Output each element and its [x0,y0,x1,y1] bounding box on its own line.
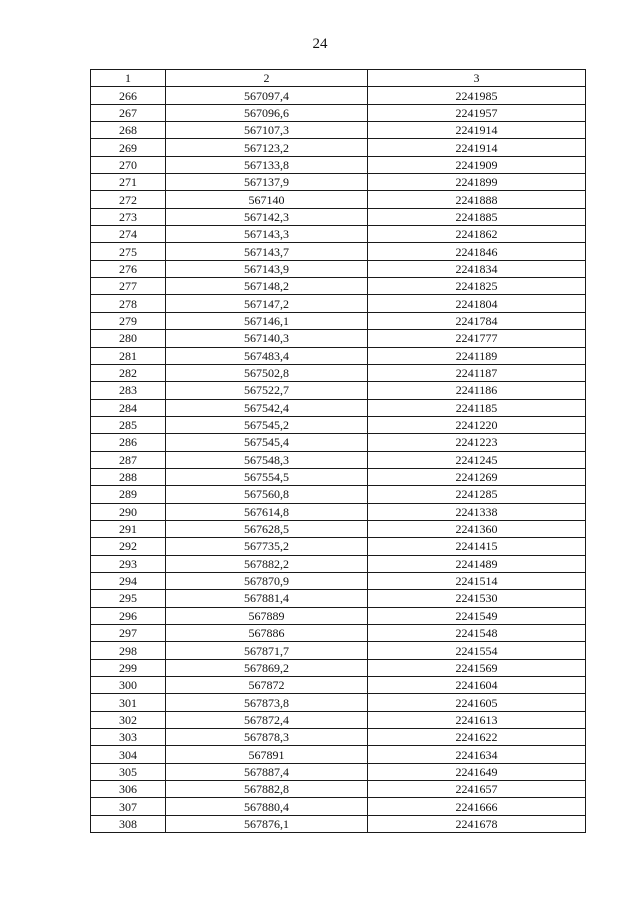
y-coordinate-cell: 2241649 [368,763,586,780]
point-number-cell: 299 [91,659,166,676]
point-number-cell: 274 [91,226,166,243]
point-number-cell: 271 [91,174,166,191]
y-coordinate-cell: 2241554 [368,642,586,659]
table-row [91,642,586,659]
point-number-cell: 308 [91,815,166,832]
x-coordinate-cell: 567886 [166,625,368,642]
y-coordinate-cell: 2241666 [368,798,586,815]
point-number-cell: 291 [91,520,166,537]
table-row [91,538,586,555]
y-coordinate-cell: 2241899 [368,174,586,191]
x-coordinate-cell: 567873,8 [166,694,368,711]
y-coordinate-cell: 2241657 [368,781,586,798]
table-row [91,746,586,763]
table-header-row [91,70,586,87]
point-number-cell: 294 [91,572,166,589]
y-coordinate-cell: 2241678 [368,815,586,832]
y-coordinate-cell: 2241622 [368,729,586,746]
point-number-cell: 303 [91,729,166,746]
point-number-cell: 307 [91,798,166,815]
y-coordinate-cell: 2241489 [368,555,586,572]
y-coordinate-cell: 2241220 [368,416,586,433]
x-coordinate-cell: 567614,8 [166,503,368,520]
point-number-cell: 284 [91,399,166,416]
point-number-cell: 272 [91,191,166,208]
y-coordinate-cell: 2241825 [368,278,586,295]
y-coordinate-cell: 2241605 [368,694,586,711]
coordinates-table [90,69,586,833]
y-coordinate-cell: 2241338 [368,503,586,520]
point-number-cell: 285 [91,416,166,433]
x-coordinate-cell: 567133,8 [166,156,368,173]
y-coordinate-cell: 2241777 [368,330,586,347]
x-coordinate-cell: 567142,3 [166,208,368,225]
x-coordinate-cell: 567560,8 [166,486,368,503]
table-row [91,260,586,277]
table-header [91,70,586,87]
point-number-cell: 286 [91,434,166,451]
table-row [91,416,586,433]
table-body [91,87,586,833]
x-coordinate-cell: 567107,3 [166,122,368,139]
x-coordinate-cell: 567882,2 [166,555,368,572]
table-row [91,486,586,503]
x-coordinate-cell: 567869,2 [166,659,368,676]
y-coordinate-cell: 2241269 [368,468,586,485]
table-row [91,607,586,624]
point-number-cell: 300 [91,677,166,694]
x-coordinate-cell: 567872,4 [166,711,368,728]
point-number-cell: 301 [91,694,166,711]
point-number-cell: 270 [91,156,166,173]
table-row [91,312,586,329]
y-coordinate-cell: 2241846 [368,243,586,260]
x-coordinate-cell: 567871,7 [166,642,368,659]
point-number-cell: 273 [91,208,166,225]
x-coordinate-cell: 567882,8 [166,781,368,798]
y-coordinate-cell: 2241604 [368,677,586,694]
y-coordinate-cell: 2241784 [368,312,586,329]
table-row [91,243,586,260]
table-row [91,208,586,225]
column-header-2: 2 [166,70,368,87]
point-number-cell: 277 [91,278,166,295]
point-number-cell: 282 [91,364,166,381]
y-coordinate-cell: 2241569 [368,659,586,676]
y-coordinate-cell: 2241613 [368,711,586,728]
x-coordinate-cell: 567542,4 [166,399,368,416]
table-row [91,694,586,711]
table-row [91,659,586,676]
table-row [91,139,586,156]
point-number-cell: 293 [91,555,166,572]
y-coordinate-cell: 2241888 [368,191,586,208]
x-coordinate-cell: 567096,6 [166,104,368,121]
y-coordinate-cell: 2241862 [368,226,586,243]
x-coordinate-cell: 567881,4 [166,590,368,607]
point-number-cell: 290 [91,503,166,520]
y-coordinate-cell: 2241530 [368,590,586,607]
table-row [91,763,586,780]
x-coordinate-cell: 567545,2 [166,416,368,433]
x-coordinate-cell: 567148,2 [166,278,368,295]
table-row [91,364,586,381]
x-coordinate-cell: 567878,3 [166,729,368,746]
y-coordinate-cell: 2241189 [368,347,586,364]
y-coordinate-cell: 2241914 [368,122,586,139]
x-coordinate-cell: 567880,4 [166,798,368,815]
table-row [91,174,586,191]
x-coordinate-cell: 567123,2 [166,139,368,156]
table-row [91,520,586,537]
point-number-cell: 289 [91,486,166,503]
x-coordinate-cell: 567735,2 [166,538,368,555]
table-row [91,104,586,121]
y-coordinate-cell: 2241185 [368,399,586,416]
y-coordinate-cell: 2241223 [368,434,586,451]
point-number-cell: 288 [91,468,166,485]
y-coordinate-cell: 2241634 [368,746,586,763]
table-row [91,191,586,208]
y-coordinate-cell: 2241957 [368,104,586,121]
table-row [91,434,586,451]
x-coordinate-cell: 567870,9 [166,572,368,589]
point-number-cell: 278 [91,295,166,312]
point-number-cell: 297 [91,625,166,642]
y-coordinate-cell: 2241245 [368,451,586,468]
table-row [91,555,586,572]
point-number-cell: 266 [91,87,166,104]
y-coordinate-cell: 2241914 [368,139,586,156]
x-coordinate-cell: 567887,4 [166,763,368,780]
table-row [91,278,586,295]
point-number-cell: 281 [91,347,166,364]
table-row [91,625,586,642]
y-coordinate-cell: 2241415 [368,538,586,555]
column-header-1: 1 [91,70,166,87]
table-row [91,347,586,364]
x-coordinate-cell: 567143,7 [166,243,368,260]
table-row [91,226,586,243]
table-row [91,590,586,607]
table-row [91,815,586,832]
x-coordinate-cell: 567146,1 [166,312,368,329]
x-coordinate-cell: 567548,3 [166,451,368,468]
point-number-cell: 269 [91,139,166,156]
table-row [91,399,586,416]
x-coordinate-cell: 567140,3 [166,330,368,347]
table-row [91,729,586,746]
y-coordinate-cell: 2241885 [368,208,586,225]
table-row [91,503,586,520]
table-row [91,781,586,798]
table-row [91,122,586,139]
y-coordinate-cell: 2241186 [368,382,586,399]
x-coordinate-cell: 567876,1 [166,815,368,832]
table-row [91,798,586,815]
point-number-cell: 268 [91,122,166,139]
x-coordinate-cell: 567628,5 [166,520,368,537]
table-row [91,87,586,104]
y-coordinate-cell: 2241514 [368,572,586,589]
point-number-cell: 298 [91,642,166,659]
x-coordinate-cell: 567522,7 [166,382,368,399]
y-coordinate-cell: 2241804 [368,295,586,312]
point-number-cell: 305 [91,763,166,780]
table-row [91,382,586,399]
point-number-cell: 302 [91,711,166,728]
x-coordinate-cell: 567097,4 [166,87,368,104]
table-row [91,677,586,694]
x-coordinate-cell: 567502,8 [166,364,368,381]
point-number-cell: 287 [91,451,166,468]
point-number-cell: 279 [91,312,166,329]
point-number-cell: 292 [91,538,166,555]
x-coordinate-cell: 567891 [166,746,368,763]
x-coordinate-cell: 567147,2 [166,295,368,312]
x-coordinate-cell: 567140 [166,191,368,208]
point-number-cell: 283 [91,382,166,399]
point-number-cell: 306 [91,781,166,798]
table-row [91,295,586,312]
x-coordinate-cell: 567143,3 [166,226,368,243]
y-coordinate-cell: 2241285 [368,486,586,503]
point-number-cell: 296 [91,607,166,624]
point-number-cell: 295 [91,590,166,607]
x-coordinate-cell: 567554,5 [166,468,368,485]
x-coordinate-cell: 567143,9 [166,260,368,277]
page-number: 24 [312,36,328,52]
column-header-3: 3 [368,70,586,87]
x-coordinate-cell: 567483,4 [166,347,368,364]
y-coordinate-cell: 2241548 [368,625,586,642]
point-number-cell: 267 [91,104,166,121]
x-coordinate-cell: 567545,4 [166,434,368,451]
y-coordinate-cell: 2241985 [368,87,586,104]
y-coordinate-cell: 2241834 [368,260,586,277]
x-coordinate-cell: 567889 [166,607,368,624]
point-number-cell: 304 [91,746,166,763]
point-number-cell: 276 [91,260,166,277]
table-row [91,330,586,347]
table-row [91,451,586,468]
point-number-cell: 275 [91,243,166,260]
y-coordinate-cell: 2241909 [368,156,586,173]
y-coordinate-cell: 2241187 [368,364,586,381]
table-row [91,711,586,728]
table-row [91,156,586,173]
point-number-cell: 280 [91,330,166,347]
y-coordinate-cell: 2241360 [368,520,586,537]
x-coordinate-cell: 567872 [166,677,368,694]
x-coordinate-cell: 567137,9 [166,174,368,191]
table-row [91,572,586,589]
y-coordinate-cell: 2241549 [368,607,586,624]
table-row [91,468,586,485]
